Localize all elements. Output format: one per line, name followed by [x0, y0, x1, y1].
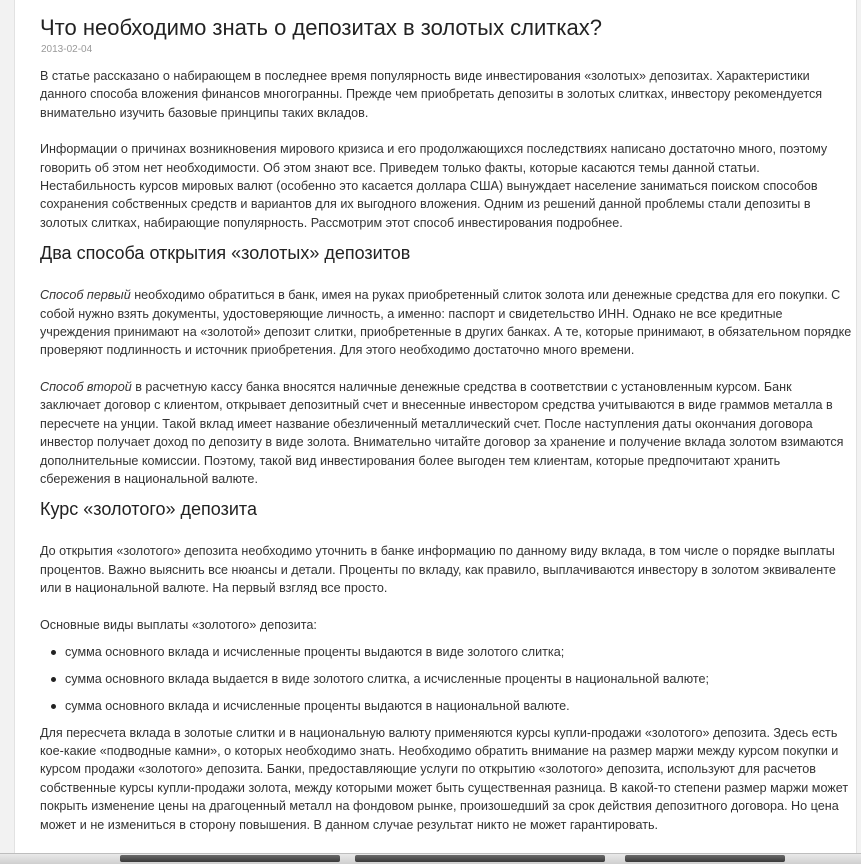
- article-title: Что необходимо знать о депозитах в золотых слитках?: [40, 15, 602, 40]
- payout-types-list: [40, 643, 852, 715]
- article: [40, 14, 852, 864]
- section-heading-methods: Два способа открытия «золотых» депозитов: [40, 243, 411, 264]
- list-item: сумма основного вклада выдается в виде золотого слитка, а исчисленные проценты в национальной валюте;: [65, 670, 852, 688]
- method-1-paragraph: [40, 286, 852, 360]
- list-item: сумма основного вклада и исчисленные проценты выдаются в виде золотого слитка;: [65, 643, 852, 661]
- intro-paragraph-2: Информации о причинах возникновения мирового кризиса и его продолжающихся последствиях написано достаточно много, поэтому говорить об этом нет необходимости. Об этом знают все. Приведем только факты, которые касаются темы данной статьи. Нестабильность курсов мировых валют (особенно это касается доллара США) вынуждает население заниматься поиском способов сохранения собственных средств и вариантов для их выгодного вложения. Одним из решений данной проблемы стали депозиты в золотых слитках, набирающие популярность. Рассмотрим этот способ инвестирования подробнее.: [40, 142, 828, 230]
- course-paragraph-1: До открытия «золотого» депозита необходимо уточнить в банке информацию по данному виду вклада, в том числе о порядке выплаты процентов. Важно выяснить все нюансы и детали. Проценты по вкладу, как правило, выплачиваются инвестору в золотом эквиваленте или в национальной валюте. На первый взгляд все просто.: [40, 544, 836, 596]
- content-frame: [14, 0, 857, 864]
- article-date: 2013-02-04: [41, 44, 93, 55]
- method-2-paragraph: [40, 378, 852, 488]
- scrollbar-thumb[interactable]: [120, 855, 340, 862]
- course-paragraph-2: Для пересчета вклада в золотые слитки и в национальную валюту применяются курсы купли-продажи «золотого» депозита. Здесь есть кое-какие «подводные камни», о которых необходимо знать. Необходимо обратить внимание на размер маржи между курсом покупки и курсом продажи «золотого» депозита. Банки, предоставляющие услуги по открытию «золотого» депозита, используют для расчетов собственные курсы купли-продажи золота, между которыми может быть существенная разница. В какой-то степени размер маржи может покрыть изменение цены на драгоценный металл на фондовом рынке, произошедший за срок действия депозитного договора. Но цена может и не измениться в сторону повышения. В данном случае результат никто не может гарантировать.: [40, 725, 849, 832]
- method-2-label: Способ второй: [40, 379, 132, 394]
- payout-list-intro: Основные виды выплаты «золотого» депозита:: [40, 617, 317, 632]
- section-heading-course: Курс «золотого» депозита: [40, 499, 257, 520]
- method-1-label: Способ первый: [40, 288, 131, 303]
- intro-paragraph-1: В статье рассказано о набирающем в последнее время популярность виде инвестирования «золотых» депозитах. Характеристики данного способа вложения финансов многогранны. Прежде чем приобретать депозиты в золотых слитках, инвестору рекомендуется внимательно изучить базовые принципы таких вкладов.: [40, 69, 823, 120]
- scrollbar-thumb[interactable]: [625, 855, 785, 862]
- horizontal-scrollbar[interactable]: [0, 853, 861, 864]
- scrollbar-thumb[interactable]: [355, 855, 605, 862]
- method-2-text: в расчетную кассу банка вносятся наличные денежные средства в соответствии с установленным курсом. Банк заключает договор с клиентом, открывает депозитный счет и внесенные инвестором средства учитываются в виде граммов металла в пересчете на унции. Такой вклад имеет название обезличенный металлический счет. После наступления даты окончания договора инвестор получает доход по депозиту в виде золота. Внимательно читайте договор за хранение и получение вклада золотом взимаются дополнительные комиссии. Поэтому, такой вид инвестирования более выгоден тем клиентам, которые предпочитают хранить сбережения в национальной валюте.: [40, 379, 844, 486]
- method-1-text: необходимо обратиться в банк, имея на руках приобретенный слиток золота или денежные средства для его покупки. С собой нужно взять документы, удостоверяющие личность, а именно: паспорт и свидетельство ИНН. Однако не все кредитные учреждения принимают на «золотой» депозит слитки, приобретенные в других банках. А те, которые принимают, в обязательном порядке проверяют подлинность и источник приобретения. Для этого необходимо достаточно много времени.: [40, 288, 852, 358]
- list-item: сумма основного вклада и исчисленные проценты выдаются в национальной валюте.: [65, 697, 852, 715]
